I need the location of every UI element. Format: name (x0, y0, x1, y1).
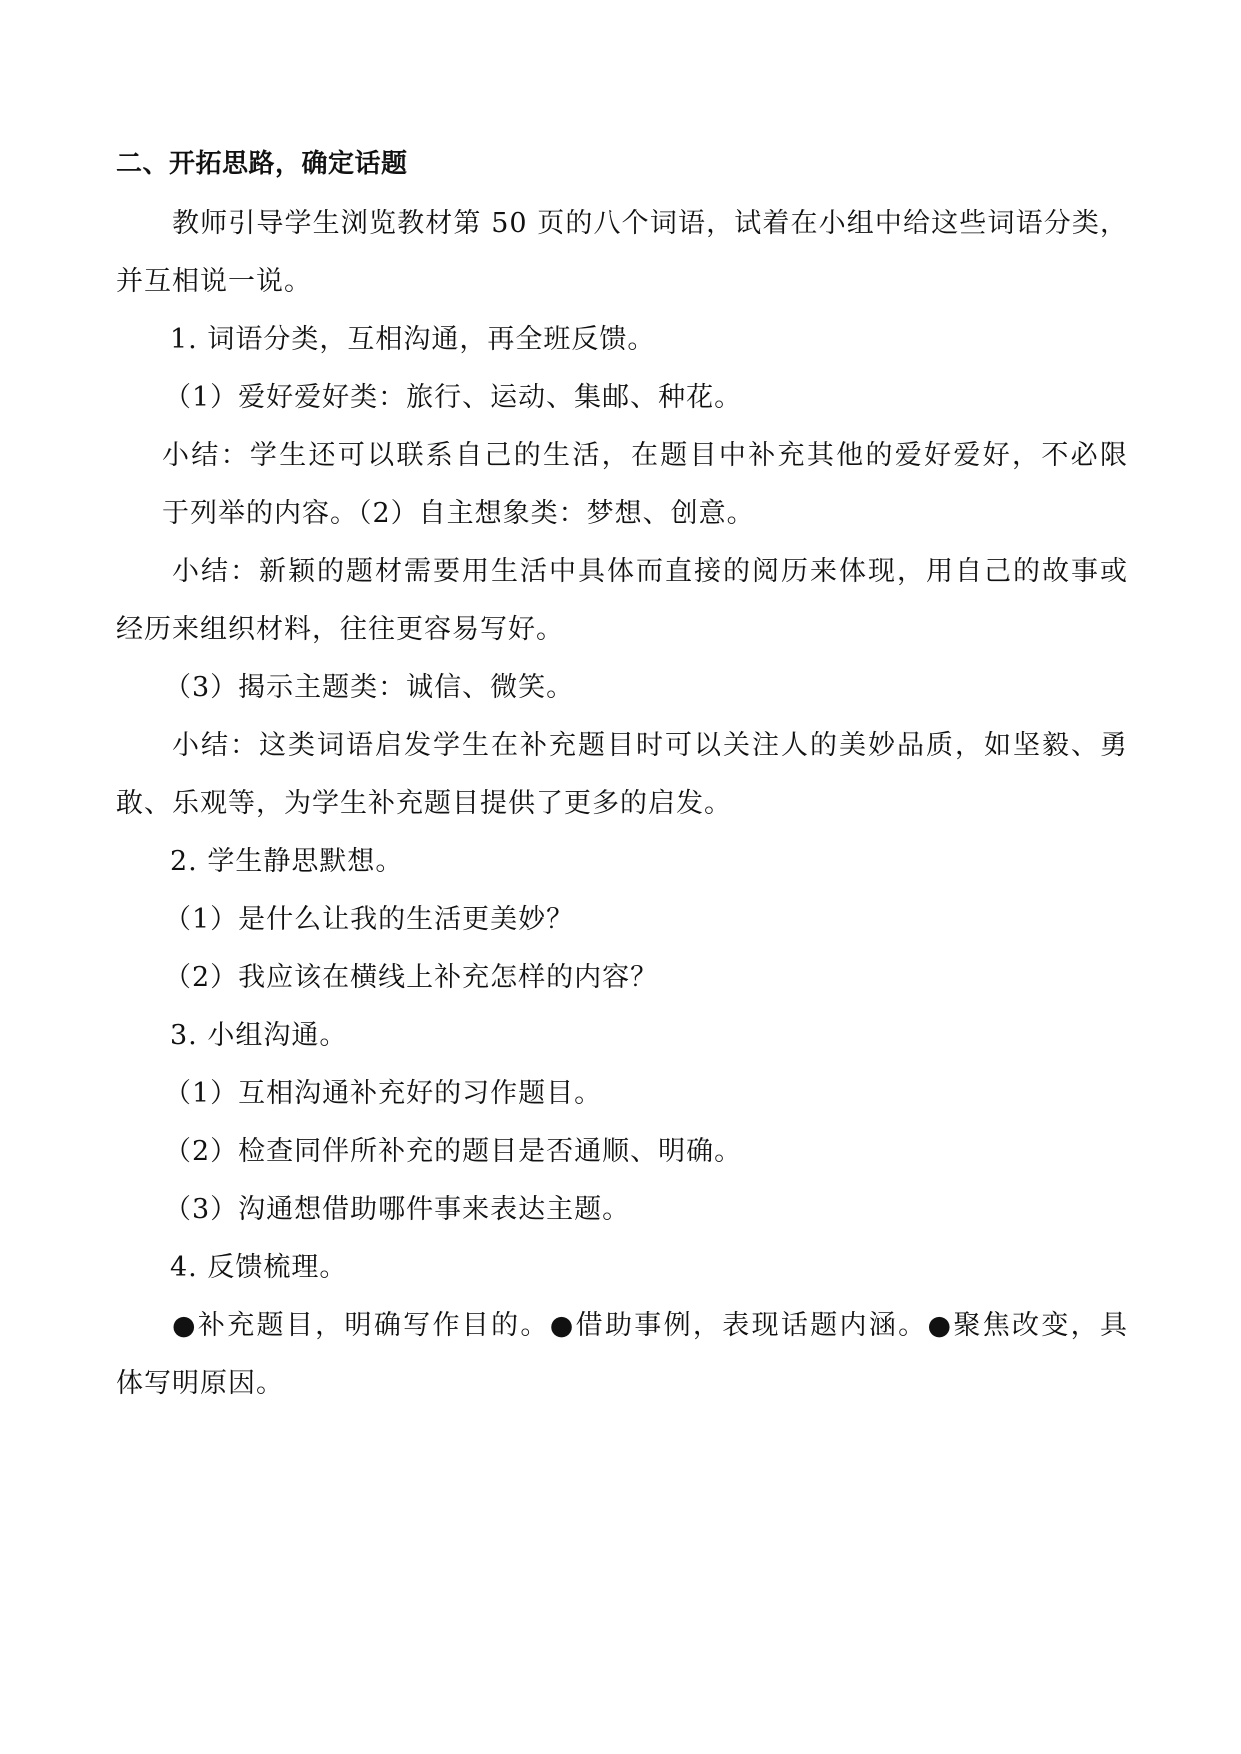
list-item: （1）互相沟通补充好的习作题目。 (164, 1078, 603, 1109)
paragraph-line: 并互相说一说。 (116, 266, 312, 297)
list-item: （1）是什么让我的生活更美妙？ (164, 904, 575, 935)
list-item: （2）我应该在横线上补充怎样的内容？ (164, 962, 659, 993)
paragraph-line: 于列举的内容。（2）自主想象类：梦想、创意。 (162, 498, 755, 529)
list-item: 4. 反馈梳理。 (170, 1252, 348, 1283)
section-heading: 二、开拓思路，确定话题 (116, 149, 408, 179)
list-item: （3）沟通想借助哪件事来表达主题。 (164, 1194, 631, 1225)
paragraph-line: 敢、乐观等，为学生补充题目提供了更多的启发。 (116, 788, 732, 819)
list-item: （3）揭示主题类：诚信、微笑。 (164, 672, 575, 703)
paragraph-line: 体写明原因。 (116, 1368, 284, 1399)
paragraph-line: 小结：这类词语启发学生在补充题目时可以关注人的美妙品质，如坚毅、勇 (172, 730, 1128, 761)
paragraph-line: 经历来组织材料，往往更容易写好。 (116, 614, 564, 645)
paragraph-line: ●补充题目，明确写作目的。●借助事例，表现话题内涵。●聚焦改变，具 (172, 1310, 1128, 1341)
list-item: （2）检查同伴所补充的题目是否通顺、明确。 (164, 1136, 743, 1167)
paragraph-line: 小结：学生还可以联系自己的生活，在题目中补充其他的爱好爱好，不必限 (162, 440, 1128, 471)
list-item: 1. 词语分类，互相沟通，再全班反馈。 (170, 324, 656, 355)
paragraph-line: 小结：新颖的题材需要用生活中具体而直接的阅历来体现，用自己的故事或 (172, 556, 1128, 587)
list-item: （1）爱好爱好类：旅行、运动、集邮、种花。 (164, 382, 743, 413)
list-item: 2. 学生静思默想。 (170, 846, 404, 877)
paragraph-line: 教师引导学生浏览教材第 50 页的八个词语，试着在小组中给这些词语分类， (172, 208, 1128, 239)
list-item: 3. 小组沟通。 (170, 1020, 348, 1051)
